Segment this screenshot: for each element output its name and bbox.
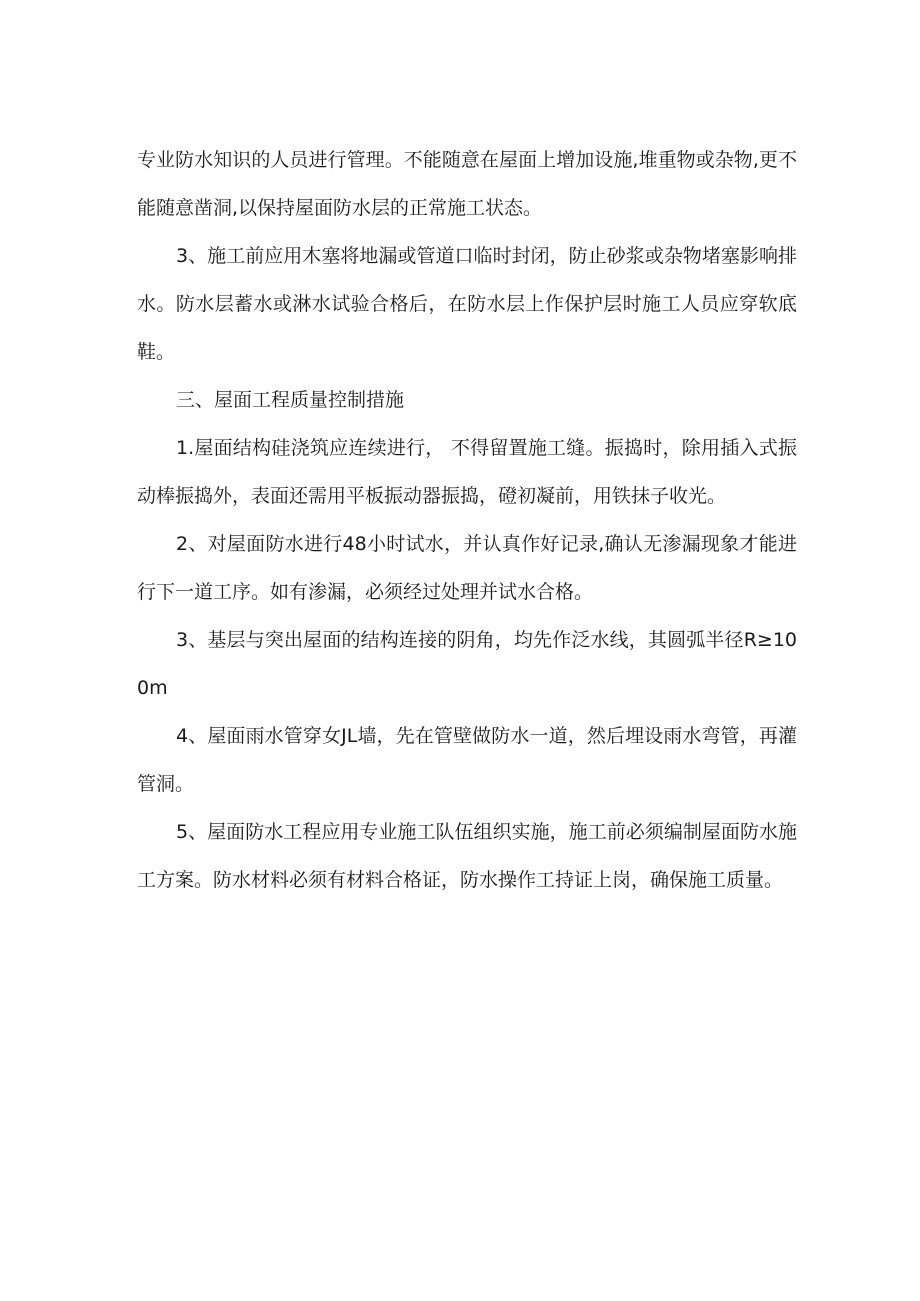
paragraph-item-4-rain-pipe: 4、屋面雨水管穿女JL墙，先在管壁做防水一道，然后埋设雨水弯管，再灌管洞。 (137, 725, 797, 795)
section-heading-quality-control: 三、屋面工程质量控制措施 (176, 389, 405, 411)
paragraph-item-3-flashing-radius: 3、基层与突出屋面的结构连接的阴角，均先作泛水线，其圆弧半径R≥100m (137, 629, 797, 699)
paragraph-item-1-concrete-pouring: 1.屋面结构硅浇筑应连续进行， 不得留置施工缝。振捣时，除用插入式振动棒振捣外，表面还需用平板振动器振捣，磴初凝前，用铁抹子收光。 (137, 437, 797, 507)
document-body (137, 136, 797, 904)
paragraph-continuation: 专业防水知识的人员进行管理。不能随意在屋面上增加设施,堆重物或杂物,更不能随意凿洞,以保持屋面防水层的正常施工状态。 (137, 149, 797, 219)
paragraph-item-5-professional-team: 5、屋面防水工程应用专业施工队伍组织实施，施工前必须编制屋面防水施工方案。防水材料必须有材料合格证，防水操作工持证上岗，确保施工质量。 (137, 821, 797, 891)
paragraph-item-3-plug-drains: 3、施工前应用木塞将地漏或管道口临时封闭，防止砂浆或杂物堵塞影响排水。防水层蓄水或淋水试验合格后，在防水层上作保护层时施工人员应穿软底鞋。 (137, 245, 797, 363)
paragraph-item-2-water-test: 2、对屋面防水进行48小时试水，并认真作好记录,确认无渗漏现象才能进行下一道工序。如有渗漏，必须经过处理并试水合格。 (137, 533, 797, 603)
